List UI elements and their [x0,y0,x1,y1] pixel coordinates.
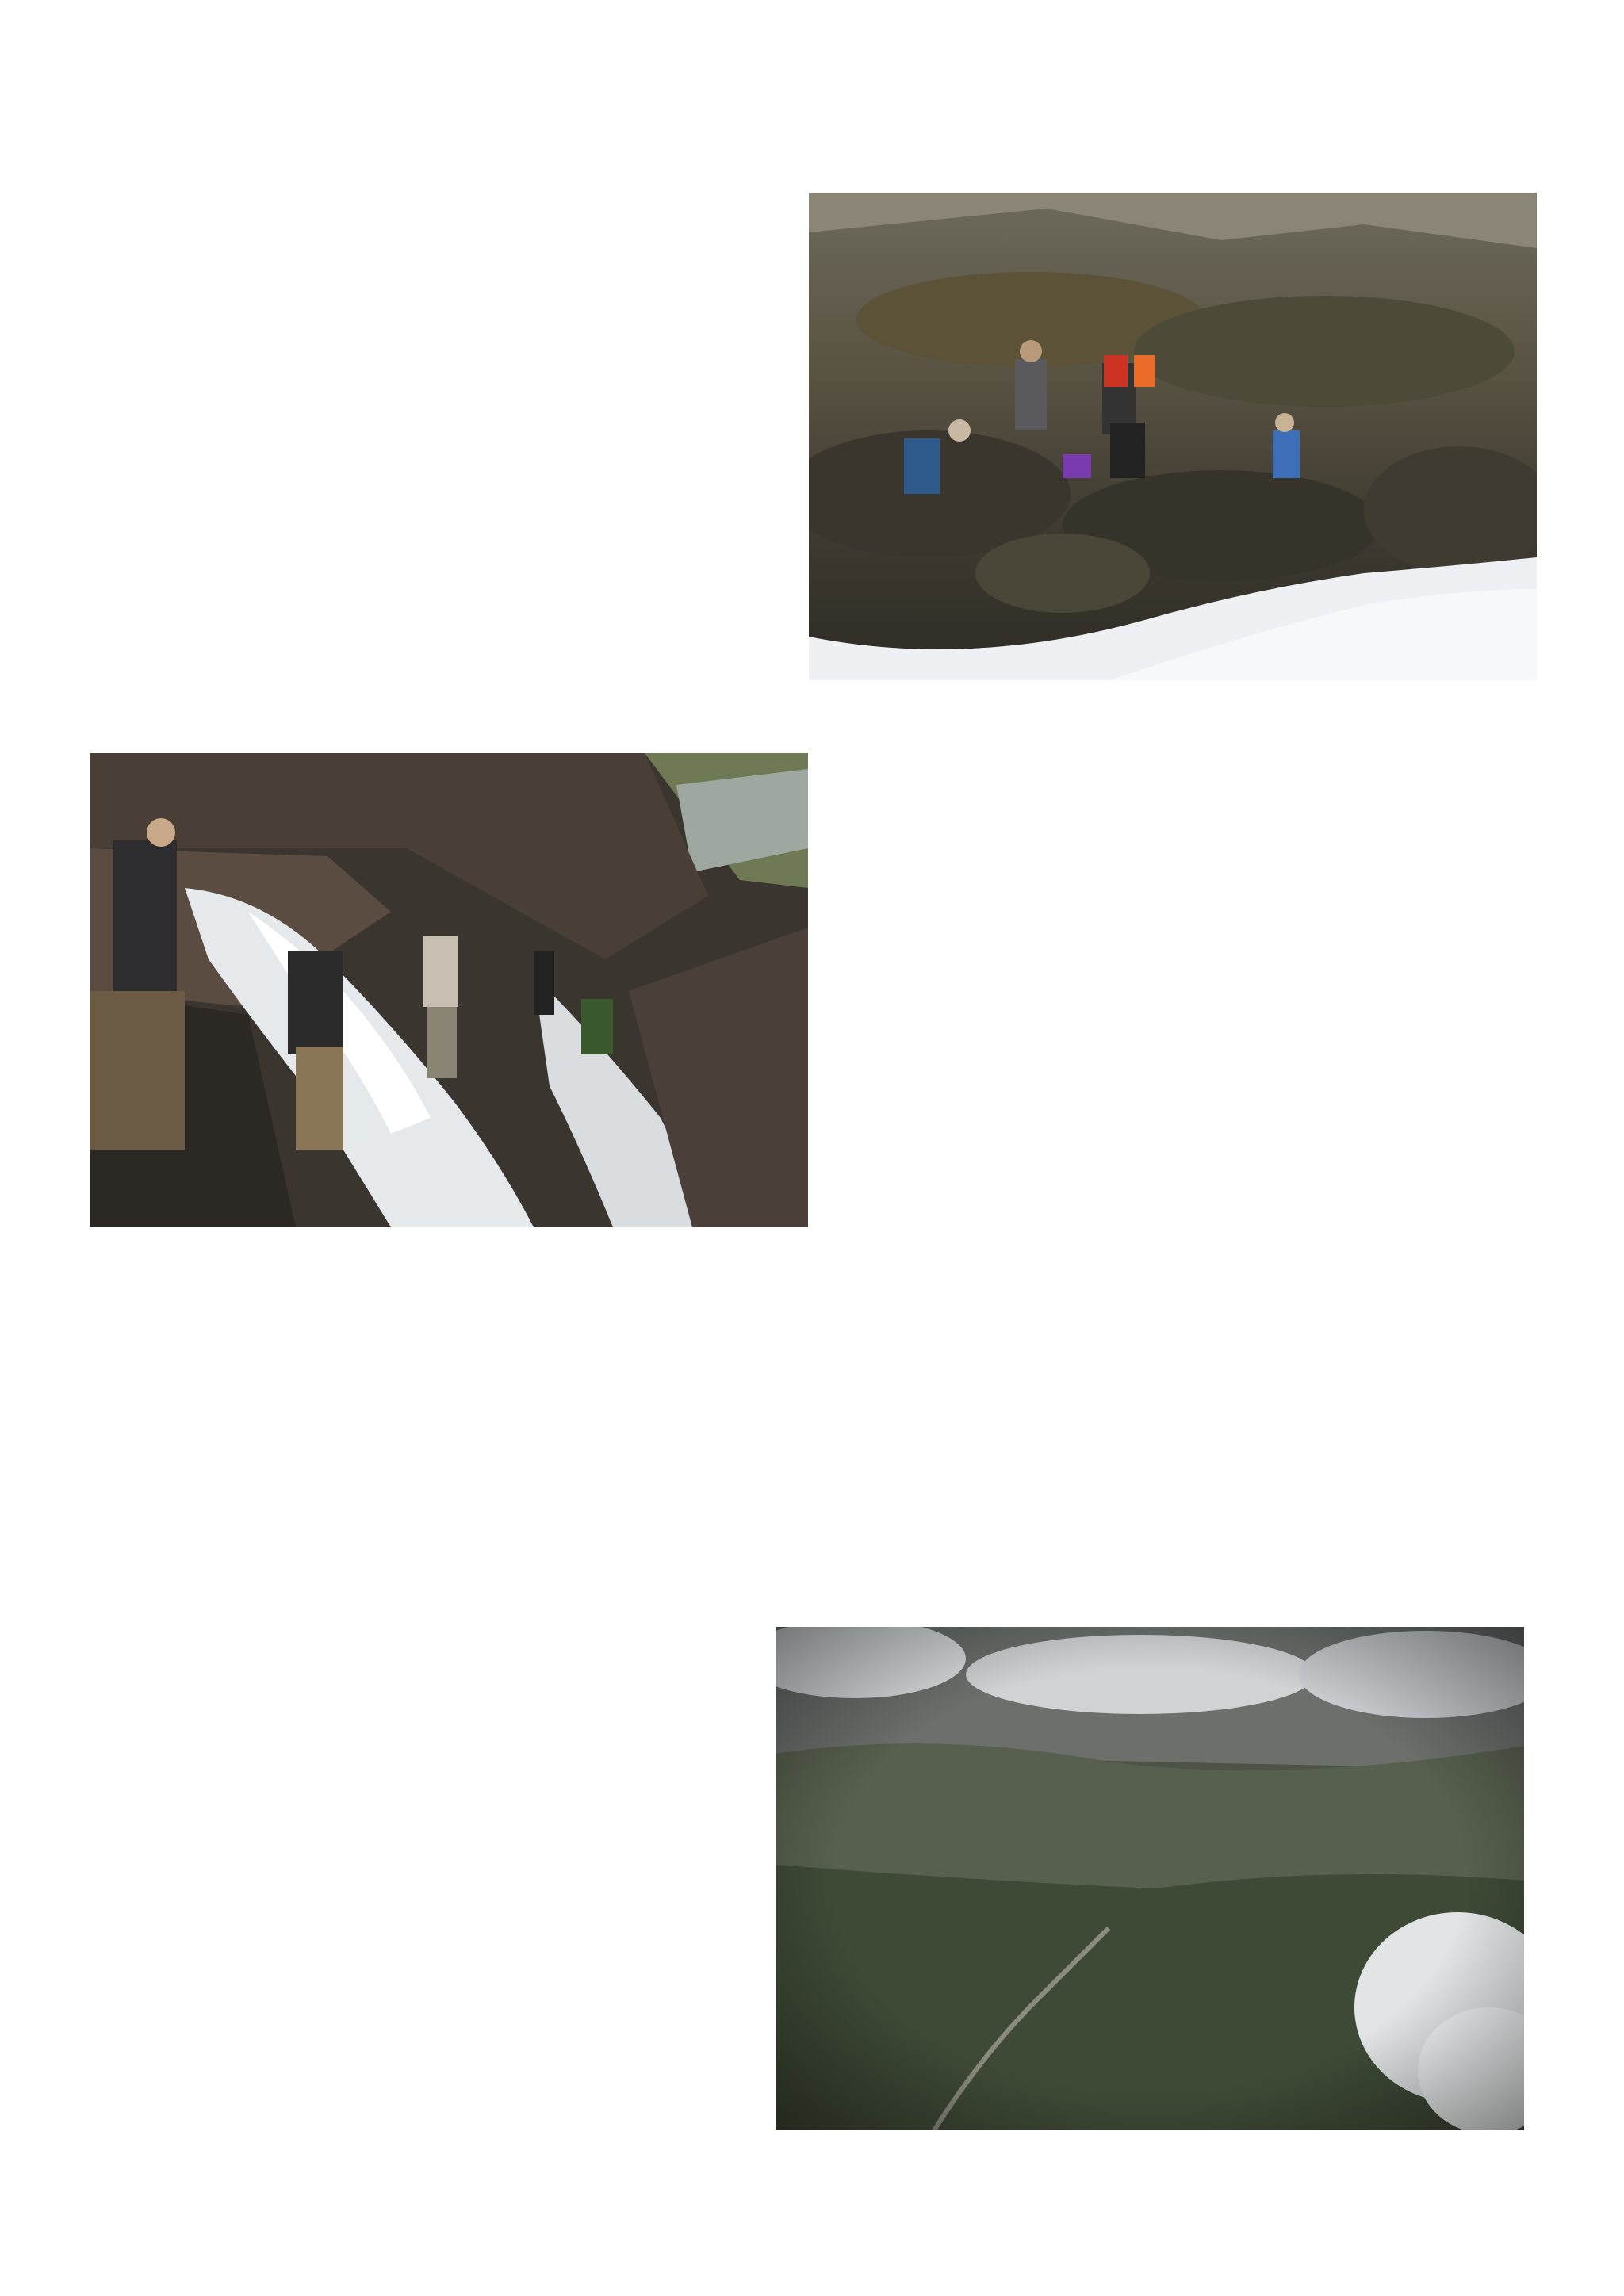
photo-aerial-valley [776,1627,1524,2130]
photo-trekkers-rocky-slope-image [809,193,1537,680]
photo-aerial-valley-image [776,1627,1524,2130]
photo-trekkers-rocky-slope [809,193,1537,680]
photo-waterfall-crossing [90,753,808,1227]
photo-waterfall-crossing-image [90,753,808,1227]
